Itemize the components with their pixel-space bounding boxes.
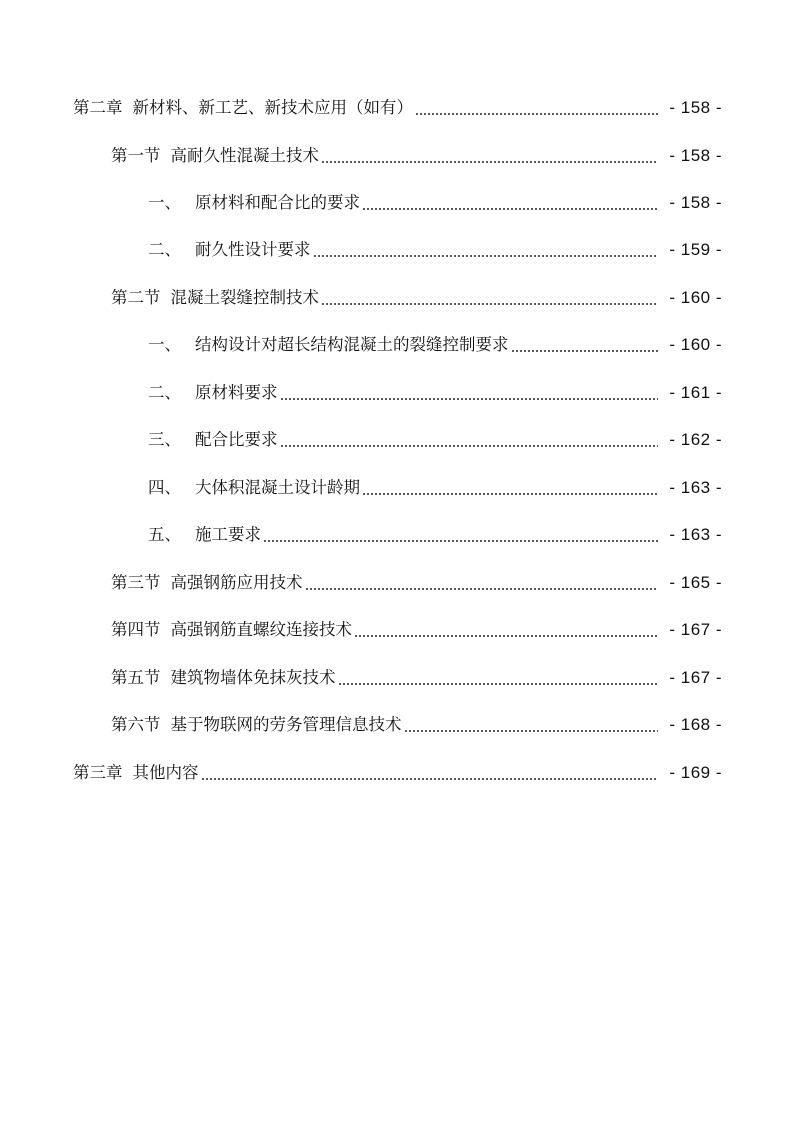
toc-entry-number: 第三节 xyxy=(111,573,161,592)
toc-entry-page-number: - 169 - xyxy=(669,763,722,782)
toc-entry-subsection[interactable] xyxy=(0,379,794,407)
toc-entry-title: 基于物联网的劳务管理信息技术 xyxy=(170,715,402,734)
toc-entry-section[interactable] xyxy=(0,142,794,170)
toc-entry-label xyxy=(111,664,336,692)
toc-entry-page-number: - 168 - xyxy=(669,715,722,734)
toc-entry-number: 第四节 xyxy=(111,620,161,639)
toc-entry-title: 大体积混凝土设计龄期 xyxy=(195,478,360,497)
dot-leader xyxy=(362,208,658,210)
dot-leader xyxy=(201,778,659,780)
toc-entry-label xyxy=(148,426,278,454)
toc-entry-title: 混凝土裂缝控制技术 xyxy=(170,288,319,307)
dot-leader xyxy=(362,493,658,495)
toc-entry-page-number: - 163 - xyxy=(669,478,722,497)
toc-entry-title: 高耐久性混凝土技术 xyxy=(170,146,319,165)
toc-entry-number: 一、 xyxy=(148,193,181,212)
toc-entry-title: 结构设计对超长结构混凝土的裂缝控制要求 xyxy=(195,335,509,354)
toc-entry-page-number: - 158 - xyxy=(669,193,722,212)
toc-entry-title: 建筑物墙体免抹灰技术 xyxy=(170,668,336,687)
toc-entry-section[interactable] xyxy=(0,284,794,312)
dot-leader xyxy=(313,255,659,257)
toc-entry-title: 原材料和配合比的要求 xyxy=(195,193,360,212)
dot-leader xyxy=(305,588,659,590)
toc-entry-title: 配合比要求 xyxy=(195,430,278,449)
toc-entry-title: 高强钢筋直螺纹连接技术 xyxy=(170,620,352,639)
toc-entry-page-number: - 162 - xyxy=(669,430,722,449)
toc-entry-number: 二、 xyxy=(148,240,181,259)
toc-entry-page-number: - 160 - xyxy=(669,288,722,307)
toc-entry-label xyxy=(148,236,311,264)
dot-leader xyxy=(280,398,659,400)
toc-entry-number: 第三章 xyxy=(73,763,123,782)
toc-entry-number: 第五节 xyxy=(111,668,161,687)
toc-entry-subsection[interactable] xyxy=(0,426,794,454)
toc-entry-number: 一、 xyxy=(148,335,181,354)
toc-entry-subsection[interactable] xyxy=(0,521,794,549)
dot-leader xyxy=(338,683,659,685)
toc-entry-page-number: - 163 - xyxy=(669,525,722,544)
toc-entry-label xyxy=(111,142,319,170)
dot-leader xyxy=(511,350,659,352)
toc-entry-page-number: - 167 - xyxy=(669,668,722,687)
toc-entry-page-number: - 158 - xyxy=(669,146,722,165)
toc-entry-label xyxy=(73,759,199,787)
toc-entry-label xyxy=(148,189,360,217)
toc-entry-number: 五、 xyxy=(148,525,181,544)
toc-entry-section[interactable] xyxy=(0,664,794,692)
toc-entry-number: 第二节 xyxy=(111,288,161,307)
dot-leader xyxy=(263,540,658,542)
toc-entry-page-number: - 158 - xyxy=(669,98,722,117)
toc-entry-chapter[interactable] xyxy=(0,759,794,787)
toc-entry-section[interactable] xyxy=(0,711,794,739)
dot-leader xyxy=(415,113,658,115)
toc-entry-section[interactable] xyxy=(0,569,794,597)
toc-entry-label xyxy=(111,711,402,739)
toc-entry-label xyxy=(111,569,303,597)
toc-entry-number: 第二章 xyxy=(73,98,123,117)
dot-leader xyxy=(280,445,659,447)
toc-entry-subsection[interactable] xyxy=(0,189,794,217)
toc-entry-page-number: - 165 - xyxy=(669,573,722,592)
toc-entry-chapter[interactable] xyxy=(0,94,794,122)
toc-entry-subsection[interactable] xyxy=(0,331,794,359)
toc-entry-number: 第一节 xyxy=(111,146,161,165)
toc-entry-label xyxy=(111,616,352,644)
toc-entry-label xyxy=(148,331,509,359)
dot-leader xyxy=(354,635,658,637)
toc-entry-title: 高强钢筋应用技术 xyxy=(170,573,303,592)
toc-entry-page-number: - 161 - xyxy=(669,383,722,402)
toc-entry-title: 原材料要求 xyxy=(195,383,278,402)
toc-entry-section[interactable] xyxy=(0,616,794,644)
toc-entry-label xyxy=(148,379,278,407)
toc-entry-subsection[interactable] xyxy=(0,236,794,264)
toc-entry-number: 四、 xyxy=(148,478,181,497)
dot-leader xyxy=(404,730,659,732)
dot-leader xyxy=(321,303,658,305)
toc-entry-title: 新材料、新工艺、新技术应用（如有） xyxy=(132,98,413,117)
toc-entry-label xyxy=(148,474,360,502)
toc-entry-number: 二、 xyxy=(148,383,181,402)
toc-entry-label xyxy=(148,521,261,549)
toc-entry-number: 三、 xyxy=(148,430,181,449)
toc-entry-label xyxy=(73,94,413,122)
dot-leader xyxy=(321,161,658,163)
toc-entry-page-number: - 160 - xyxy=(669,335,722,354)
toc-entry-page-number: - 167 - xyxy=(669,620,722,639)
toc-entry-label xyxy=(111,284,319,312)
toc-entry-number: 第六节 xyxy=(111,715,161,734)
toc-entry-subsection[interactable] xyxy=(0,474,794,502)
toc-entry-title: 其他内容 xyxy=(132,763,199,782)
toc-entry-title: 耐久性设计要求 xyxy=(195,240,311,259)
toc-entry-page-number: - 159 - xyxy=(669,240,722,259)
toc-entry-title: 施工要求 xyxy=(195,525,261,544)
